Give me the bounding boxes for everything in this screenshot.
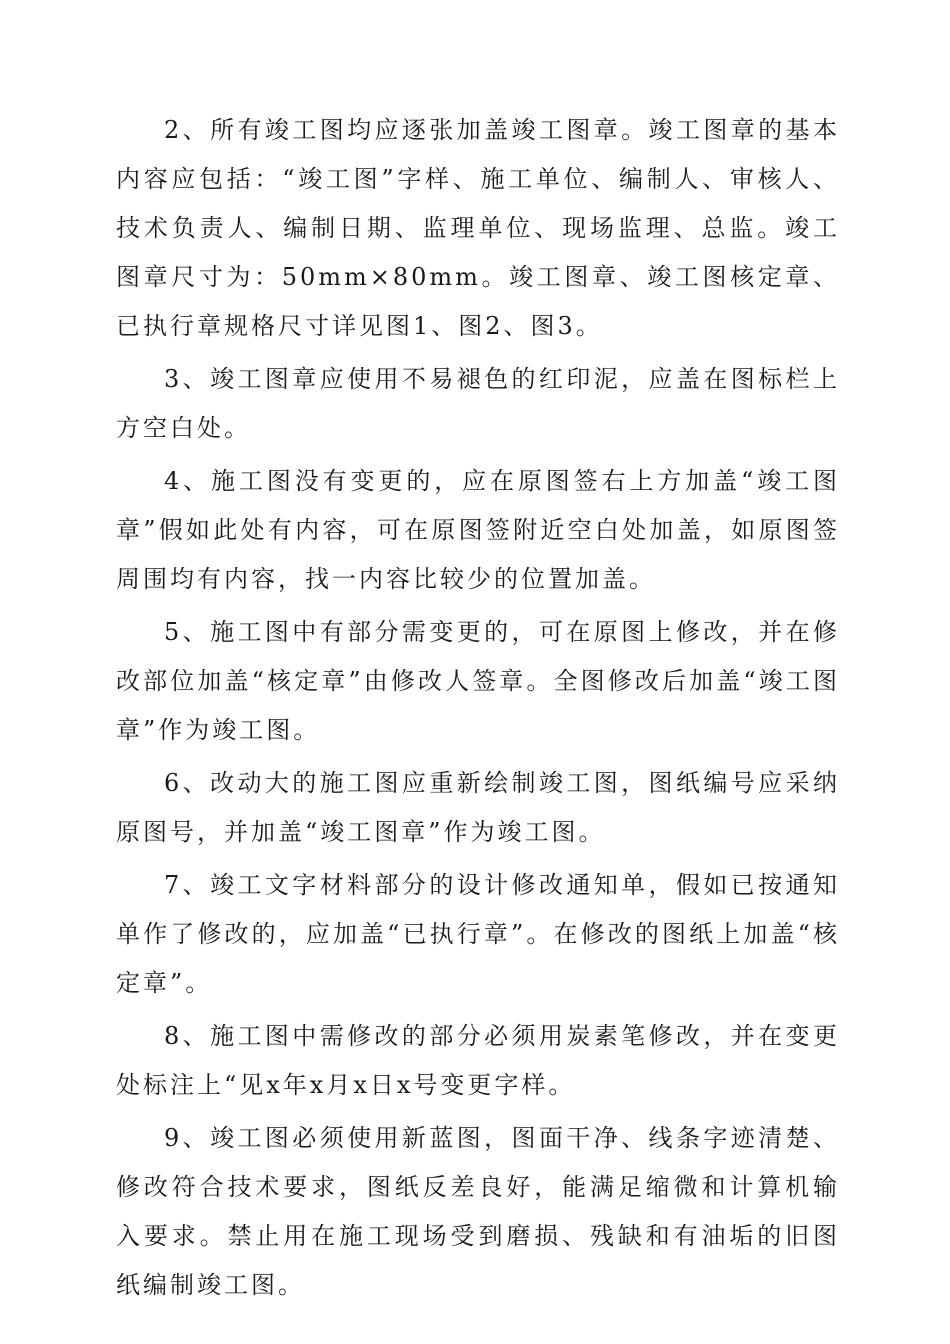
paragraph-9: 9、竣工图必须使用新蓝图，图面干净、线条字迹清楚、修改符合技术要求，图纸反差良好，能满足缩微和计算机输入要求。禁止用在施工现场受到磨损、残缺和有油垢的旧图纸编制竣工图。	[116, 1124, 840, 1299]
paragraph-4: 4、施工图没有变更的，应在原图签右上方加盖“竣工图章”假如此处有内容，可在原图签附近空白处加盖，如原图签周围均有内容，找一内容比较少的位置加盖。	[116, 467, 840, 593]
paragraph-8: 8、施工图中需修改的部分必须用炭素笔修改，并在变更处标注上“见x年x月x日x号变更字样。	[116, 1022, 840, 1099]
document-body	[116, 106, 840, 1314]
paragraph-6: 6、改动大的施工图应重新绘制竣工图，图纸编号应采纳原图号，并加盖“竣工图章”作为竣工图。	[116, 769, 840, 846]
paragraph-3: 3、竣工图章应使用不易褪色的红印泥，应盖在图标栏上方空白处。	[116, 365, 840, 442]
paragraph-2: 2、所有竣工图均应逐张加盖竣工图章。竣工图章的基本内容应包括：“竣工图”字样、施工单位、编制人、审核人、技术负责人、编制日期、监理单位、现场监理、总监。竣工图章尺寸为：50mm×80mm。竣工图章、竣工图核定章、已执行章规格尺寸详见图1、图2、图3。	[116, 116, 840, 340]
paragraph-5: 5、施工图中有部分需变更的，可在原图上修改，并在修改部位加盖“核定章”由修改人签章。全图修改后加盖“竣工图章”作为竣工图。	[116, 618, 840, 744]
paragraph-7: 7、竣工文字材料部分的设计修改通知单，假如已按通知单作了修改的，应加盖“已执行章”。在修改的图纸上加盖“核定章”。	[116, 871, 840, 997]
